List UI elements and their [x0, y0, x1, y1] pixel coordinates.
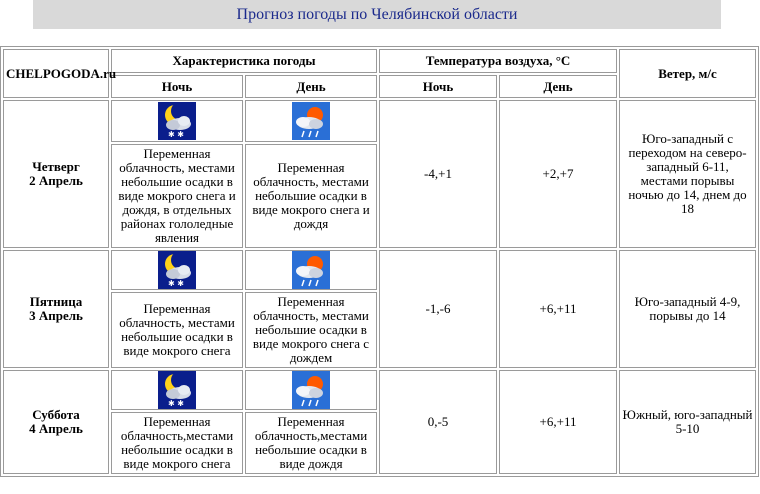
wind-cell: Южный, юго-западный 5-10: [619, 370, 756, 474]
wind-header: Ветер, м/с: [619, 49, 756, 98]
day-icon-cell: [245, 100, 377, 142]
svg-text:✱ ✱: ✱ ✱: [168, 399, 184, 408]
wind-cell: Юго-западный 4-9, порывы до 14: [619, 250, 756, 368]
day-description: Переменная облачность,местами небольшие осадки в виде дождя: [245, 412, 377, 474]
temp-night-header: Ночь: [379, 75, 497, 98]
temp-day-cell: +6,+11: [499, 370, 617, 474]
sun-cloud-rain-icon: [292, 102, 330, 140]
temp-night-cell: 0,-5: [379, 370, 497, 474]
sun-cloud-rain-icon: [292, 251, 330, 289]
weekday-label: Четверг: [32, 159, 80, 174]
date-label: 3 Апрель: [29, 308, 83, 323]
day-icon-cell: [245, 250, 377, 290]
moon-cloud-snow-icon: [158, 371, 196, 409]
weather-day-header: День: [245, 75, 377, 98]
weekday-label: Суббота: [32, 407, 80, 422]
temperature-group-header: Температура воздуха, °С: [379, 49, 617, 73]
svg-text:✱ ✱: ✱ ✱: [168, 279, 184, 288]
night-description: Переменная облачность, местами небольшие осадки в виде мокрого снега: [111, 292, 243, 368]
day-icon-cell: [245, 370, 377, 410]
night-description: Переменная облачность,местами небольшие осадки в виде мокрого снега: [111, 412, 243, 474]
night-description: Переменная облачность, местами небольшие осадки в виде мокрого снега и дождя, в отдельных районах гололедные явления: [111, 144, 243, 248]
temp-day-header: День: [499, 75, 617, 98]
brand-label: CHELPOGODA.ru: [3, 49, 109, 98]
weather-group-header: Характеристика погоды: [111, 49, 377, 73]
date-label: 4 Апрель: [29, 421, 83, 436]
day-cell-saturday: [3, 370, 109, 474]
svg-text:✱ ✱: ✱ ✱: [168, 130, 184, 139]
forecast-table: [0, 46, 759, 477]
temp-night-cell: -1,-6: [379, 250, 497, 368]
sun-cloud-rain-icon: [292, 371, 330, 409]
day-cell-thursday: [3, 100, 109, 248]
night-icon-cell: [111, 250, 243, 290]
temp-day-cell: +2,+7: [499, 100, 617, 248]
weather-night-header: Ночь: [111, 75, 243, 98]
weekday-label: Пятница: [29, 294, 83, 309]
wind-cell: Юго-западный с переходом на северо-западный 6-11, местами порывы ночью до 14, днем до 18: [619, 100, 756, 248]
night-icon-cell: [111, 100, 243, 142]
day-description: Переменная облачность, местами небольшие осадки в виде мокрого снега с дождем: [245, 292, 377, 368]
day-description: Переменная облачность, местами небольшие осадки в виде мокрого снега и дождя: [245, 144, 377, 248]
moon-cloud-snow-icon: [158, 102, 196, 140]
date-label: 2 Апрель: [29, 173, 83, 188]
temp-day-cell: +6,+11: [499, 250, 617, 368]
page-title: Прогноз погоды по Челябинской области: [33, 0, 721, 29]
temp-night-cell: -4,+1: [379, 100, 497, 248]
moon-cloud-snow-icon: [158, 251, 196, 289]
day-cell-friday: [3, 250, 109, 368]
night-icon-cell: [111, 370, 243, 410]
